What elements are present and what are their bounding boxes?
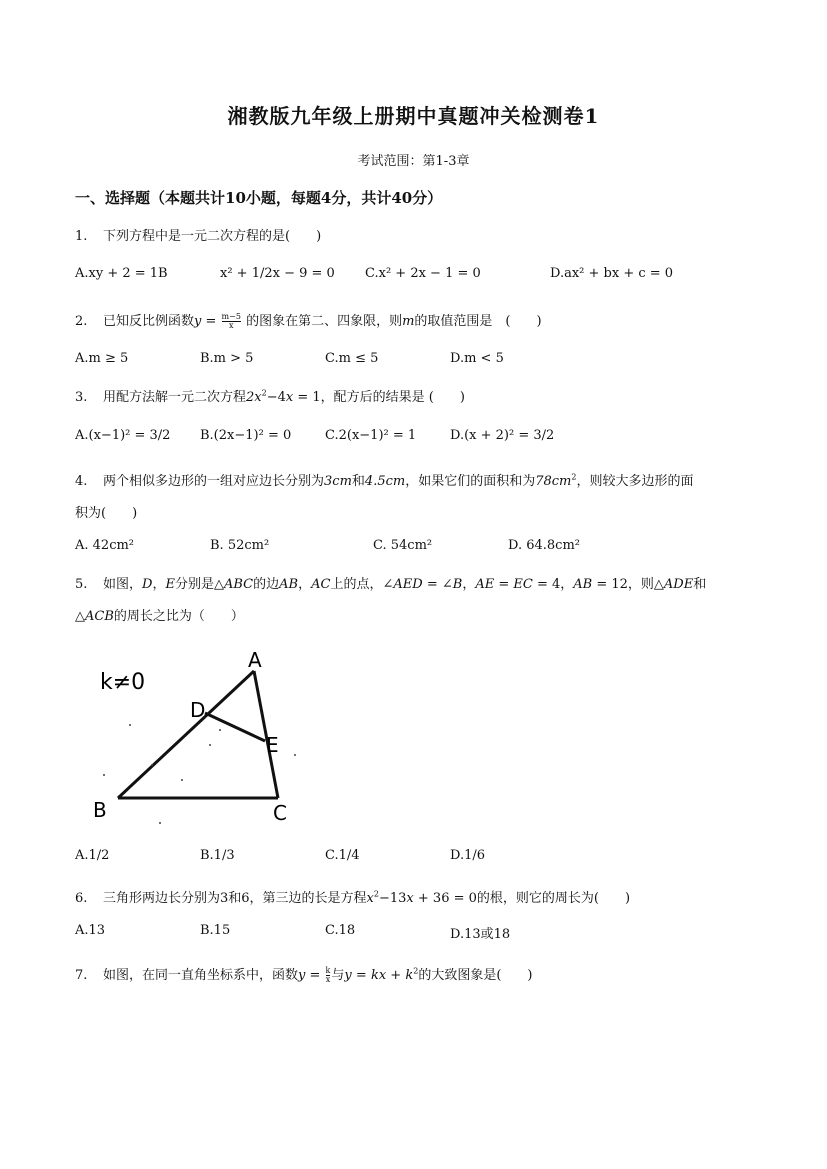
option-a: A. 42cm² xyxy=(75,538,135,553)
label-d: D xyxy=(190,698,206,722)
option-b: B.(2x−1)² = 0 xyxy=(200,428,292,443)
option-d: D.13或18 xyxy=(450,927,511,942)
question-2: 2. 已知反比例函数y = $\frac{m-5}{x}$ 的图象在第二、四象限，则m的取值范围是 ( ) xyxy=(75,312,542,330)
question-4-line2: 积为( ) xyxy=(75,506,138,521)
question-stem-part: 的图象在第二、四象限，则 xyxy=(246,314,403,329)
question-1 xyxy=(75,225,321,244)
option-b: B.1/3 xyxy=(200,848,235,863)
question-stem-part: 的取值范围是 ( ) xyxy=(414,314,542,329)
option-c: C.18 xyxy=(325,923,356,938)
question-stem-part: 分别是 xyxy=(174,577,214,592)
exam-scope: 考试范围：第1-3章 xyxy=(357,154,470,169)
option-b: x² + 1/2x − 9 = 0 xyxy=(220,266,335,281)
option-c: C.m ≤ 5 xyxy=(325,351,379,366)
section-heading: 一、选择题（本题共计10小题，每题4分，共计40分） xyxy=(75,189,443,207)
question-3: 3. 用配方法解一元二次方程$2x^2-4x = 1$，配方后的结果是 ( ) xyxy=(75,388,465,405)
question-5-line2: △ACB的周长之比为（ ） xyxy=(75,609,244,624)
question-stem-part: 的边 xyxy=(253,577,280,592)
option-d: D.(x + 2)² = 3/2 xyxy=(450,428,555,443)
question-stem-part: 用配方法解一元二次方程 xyxy=(103,390,247,405)
question-stem-part: 如图， xyxy=(103,577,143,592)
question-stem-part: 的根，则它的周长为( ) xyxy=(476,891,631,906)
question-stem-part: 如图，在同一直角坐标系中，函数 xyxy=(103,968,299,983)
question-stem-part: 两个相似多边形的一组对应边长分别为 xyxy=(103,474,325,489)
triangle-figure xyxy=(90,645,310,830)
question-stem-part: ，如果它们的面积和为 xyxy=(405,474,536,489)
question-stem-part: ，则较大多边形的面 xyxy=(576,474,694,489)
label-a: A xyxy=(248,648,262,672)
question-6: 6. 三角形两边长分别为3和6，第三边的长是方程$x^2-13x + 36 = 0$的根，则它的周长为( ) xyxy=(75,889,631,906)
label-c: C xyxy=(273,801,287,825)
question-5: 5. 如图，D，E分别是△ABC的边AB，AC上的点，∠AED = ∠B，AE = EC = 4，AB = 12，则△ADE和 xyxy=(75,577,707,592)
question-number: 6. xyxy=(75,891,88,906)
option-b: B.15 xyxy=(200,923,231,938)
option-d: D.1/6 xyxy=(450,848,486,863)
option-c: C.2(x−1)² = 1 xyxy=(325,428,417,443)
option-d: D.m < 5 xyxy=(450,351,504,366)
question-stem-part: 上的点， xyxy=(330,577,383,592)
question-number: 3. xyxy=(75,390,88,405)
question-stem: 下列方程中是一元二次方程的是( ) xyxy=(103,229,322,244)
option-d: D. 64.8cm² xyxy=(508,538,580,553)
question-number: 4. xyxy=(75,474,88,489)
label-b: B xyxy=(93,798,107,822)
option-b: B.m > 5 xyxy=(200,351,254,366)
option-b: B. 52cm² xyxy=(210,538,270,553)
question-number: 2. xyxy=(75,314,88,329)
option-a: A.m ≥ 5 xyxy=(75,351,129,366)
option-a: A.1/2 xyxy=(75,848,110,863)
question-stem-part: 的周长之比为（ ） xyxy=(113,609,244,624)
option-c: C.x² + 2x − 1 = 0 xyxy=(365,266,481,281)
question-4: 4. 两个相似多边形的一组对应边长分别为3cm和4.5cm，如果它们的面积和为$78cm^2$，则较大多边形的面 xyxy=(75,472,694,489)
question-stem-part: 的大致图象是( ) xyxy=(418,968,533,983)
question-stem-part: 三角形两边长分别为3和6，第三边的长是方程 xyxy=(103,891,367,906)
option-a: A.(x−1)² = 3/2 xyxy=(75,428,171,443)
option-d: D.ax² + bx + c = 0 xyxy=(550,266,674,281)
option-c: C. 54cm² xyxy=(373,538,433,553)
question-number: 1. xyxy=(75,229,88,244)
question-number: 7. xyxy=(75,968,88,983)
question-stem-part: ，配方后的结果是 ( ) xyxy=(320,390,465,405)
page-title: 湘教版九年级上册期中真题冲关检测卷1 xyxy=(227,104,600,128)
question-number: 5. xyxy=(75,577,88,592)
option-a: A.13 xyxy=(75,923,106,938)
question-stem-part: 和 xyxy=(351,474,365,489)
option-c: C.1/4 xyxy=(325,848,360,863)
question-stem-part: 已知反比例函数 xyxy=(103,314,195,329)
question-7: 7. 如图，在同一直角坐标系中，函数y = $\frac{k}{x}$ 与y = kx + $k^2$的大致图象是( ) xyxy=(75,966,533,984)
option-a: A.xy + 2 = 1B xyxy=(75,266,168,281)
label-e: E xyxy=(266,733,279,757)
segment-de xyxy=(205,713,265,741)
question-stem-part: 与 xyxy=(331,968,345,983)
figure-annotation: k≠0 xyxy=(100,670,146,695)
